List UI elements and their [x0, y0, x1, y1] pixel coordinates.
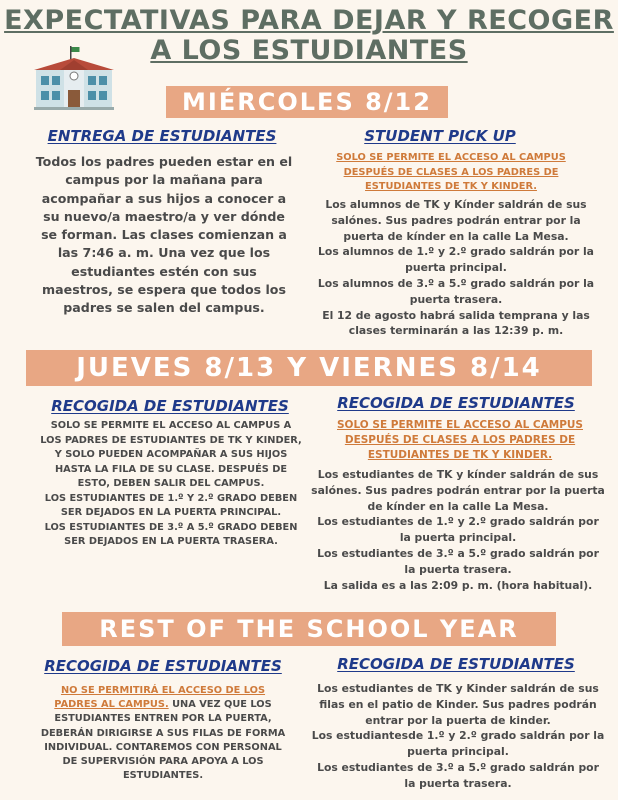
text-thu-fri-left [40, 419, 302, 550]
pickup-line: El 12 de agosto habrá salida temprana y las clases terminarán a las 12:39 p. m. [322, 308, 590, 338]
pickup-line: Los alumnos de 3.º a 5.º grado saldrán por la puerta trasera. [317, 276, 595, 306]
banner-rest-of-year: REST OF THE SCHOOL YEAR [62, 612, 556, 646]
pickup-line: Los estudiantes de TK y kínder saldrán de sus salónes. Sus padres podrán entrar por la puerta de kínder en la calle La Mesa. [311, 468, 605, 513]
banner-wednesday: MIÉRCOLES 8/12 [166, 86, 448, 118]
dropoff-line: LOS ESTUDIANTES DE 3.º A 5.º GRADO DEBEN SER DEJADOS EN LA PUERTA TRASERA. [44, 521, 298, 547]
pickup-line: Los alumnos de TK y Kínder saldrán de sus salónes. Sus padres podrán entrar por la puerta de kínder en la calle La Mesa. [325, 198, 587, 243]
pickup-line: Los estudiantes de 3.º a 5.º grado saldrán por la puerta trasera. [317, 760, 599, 790]
school-building-icon [30, 46, 118, 110]
text-wednesday-pickup [316, 197, 596, 339]
text-rest-right [310, 681, 606, 792]
pickup-line: Los estudiantes de TK y Kinder saldrán de sus filas en el patio de Kinder. Sus padres podrán entrar por la puerta de kinder. [317, 682, 599, 727]
text-thu-fri-right [310, 467, 606, 593]
notice-thu-fri: SOLO SE PERMITE EL ACCESO AL CAMPUS DESPUÉS DE CLASES A LOS PADRES DE ESTUDIANTES DE TK Y KINDER. [337, 419, 583, 461]
pickup-line: Los estudiantesde 1.º y 2.º grado saldrán por la puerta principal. [311, 729, 605, 759]
heading-student-pick-up: STUDENT PICK UP [364, 127, 516, 145]
heading-recogida-left: RECOGIDA DE ESTUDIANTES [51, 397, 289, 415]
page-title-line1: EXPECTATIVAS PARA DEJAR Y RECOGER [4, 5, 614, 36]
heading-recogida-rest-left: RECOGIDA DE ESTUDIANTES [44, 657, 282, 675]
dropoff-line: LOS ESTUDIANTES DE 1.º Y 2.º GRADO DEBEN SER DEJADOS EN LA PUERTA PRINCIPAL. [44, 492, 298, 518]
notice-rest: NO SE PERMITIRÁ EL ACCESO DE LOS PADRES AL CAMPUS. [54, 685, 266, 711]
heading-recogida-rest-right: RECOGIDA DE ESTUDIANTES [337, 655, 575, 673]
text-rest-left [40, 684, 286, 783]
page-title-line2: A LOS ESTUDIANTES [150, 35, 468, 66]
pickup-line: Los estudiantes de 3.º a 5.º grado saldrán por la puerta trasera. [317, 546, 599, 576]
dropoff-line: SOLO SE PERMITE EL ACCESO AL CAMPUS A LOS PADRES DE ESTUDIANTES DE TK Y KINDER, Y SOLO PUEDEN ACOMPAÑAR A SUS HIJOS HASTA LA FILA DE SU CLASE. DESPUÉS DE ESTO, DEBEN SALIR DEL CAMPUS. [40, 420, 302, 489]
pickup-line: La salida es a las 2:09 p. m. (hora habitual). [323, 578, 593, 592]
pickup-line: Los estudiantes de 1.º y 2.º grado saldrán por la puerta principal. [317, 515, 599, 545]
heading-recogida-right: RECOGIDA DE ESTUDIANTES [337, 394, 575, 412]
notice-wednesday: SOLO SE PERMITE EL ACCESO AL CAMPUS DESPUÉS DE CLASES A LOS PADRES DE ESTUDIANTES DE TK Y KINDER. [336, 152, 566, 192]
banner-thu-fri: JUEVES 8/13 Y VIERNES 8/14 [26, 350, 592, 386]
rest-left-body: UNA VEZ QUE LOS ESTUDIANTES ENTREN POR LA PUERTA, DEBERÁN DIRIGIRSE A SUS FILAS DE FORMA INDIVIDUAL. CONTAREMOS CON PERSONAL DE SUPERVISIÓN PARA APOYA A LOS ESTUDIANTES. [40, 699, 286, 782]
text-entrega: Todos los padres pueden estar en el campus por la mañana para acompañar a sus hijos a conocer a su nuevo/a maestro/a y ver dónde se forman. Las clases comienzan a las 7:46 a. m. Una vez que los estudiantes estén con sus maestros, se espera que todos los padres se salen del campus. [35, 154, 293, 316]
heading-entrega: ENTREGA DE ESTUDIANTES [47, 127, 277, 145]
pickup-line: Los alumnos de 1.º y 2.º grado saldrán por la puerta principal. [318, 245, 594, 275]
